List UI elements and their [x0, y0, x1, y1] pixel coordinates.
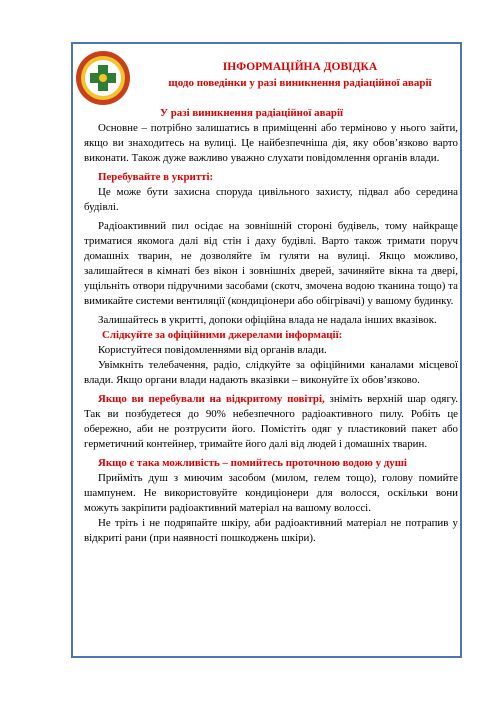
paragraph: Це може бути захисна споруда цивільного захисту, підвал або середина будівлі. — [84, 186, 458, 213]
paragraph: Основне – потрібно залишатись в приміщенні або терміново у нього зайти, якщо ви знаходитесь на вулиці. Це найбезпечніша дія, яку обов’язково варто виконати. Також дуже важливо уважно слухати повідомлення органів влади. — [84, 122, 458, 164]
document-body — [84, 106, 458, 546]
section-heading-accident: У разі виникнення радіаційної аварії — [160, 107, 344, 119]
paragraph: Залишайтесь в укритті, допоки офіційна влада не надала інших вказівок. — [98, 314, 437, 326]
paragraph-outdoors — [84, 392, 458, 452]
section-heading-shower: Якщо є така можливість – помийтесь проточною водою у душі — [98, 457, 407, 469]
paragraph: Не тріть і не подряпайте шкіру, аби радіоактивний матеріал не потрапив у відкриті рани (при наявності пошкоджень шкіри). — [84, 517, 458, 544]
outdoors-lead: Якщо ви перебували на відкритому повітрі, — [98, 393, 325, 405]
section-heading-shelter: Перебувайте в укритті: — [98, 171, 214, 183]
paragraph: Прийміть душ з миючим засобом (милом, гелем тощо), голову помийте шампунем. Не використовуйте кондиціонери для волосся, оскільки вони можуть закріпити радіоактивний матеріал на вашому волоссі. — [84, 472, 458, 514]
paragraph: Увімкніть телебачення, радіо, слідкуйте за офіційними каналами місцевої влади. Якщо органи влади надають вказівки – виконуйте їх обов’язково. — [84, 359, 458, 386]
civil-protection-emblem-icon — [74, 47, 132, 111]
outdoors-text: зніміть верхній шар одягу. Так ви позбудетеся до 90% небезпечного радіоактивного пилу. Робіть це обережно, аби не розтрусити його. Помістіть одяг у пластиковий пакет або герметичний контейнер, тримайте його далі від людей і домашніх тварин. — [84, 393, 458, 450]
section-heading-official-sources: Слідкуйте за офіційними джерелами інформації: — [102, 329, 343, 341]
paragraph: Користуйтеся повідомленнями від органів влади. — [98, 344, 327, 356]
document-subtitle: щодо поведінки у разі виникнення радіаційної аварії — [168, 77, 432, 89]
paragraph: Радіоактивний пил осідає на зовнішній стороні будівель, тому найкраще триматися якомога далі від стін і даху будівлі. Варто також тримати поруч домашніх тварин, не дозволяйте їм гуляти на вулиці. Якщо можливо, залишайтеся в кімнаті без вікон і зовнішніх дверей, зачиняйте вікна та двері, ущільніть отвори підручними засобами (скотч, змочена водою тканина тощо) та вимикайте системи вентиляції (кондиціонери або обігрівачі) у вашому будинку. — [84, 220, 458, 307]
document-title: ІНФОРМАЦІЙНА ДОВІДКА — [222, 61, 378, 73]
